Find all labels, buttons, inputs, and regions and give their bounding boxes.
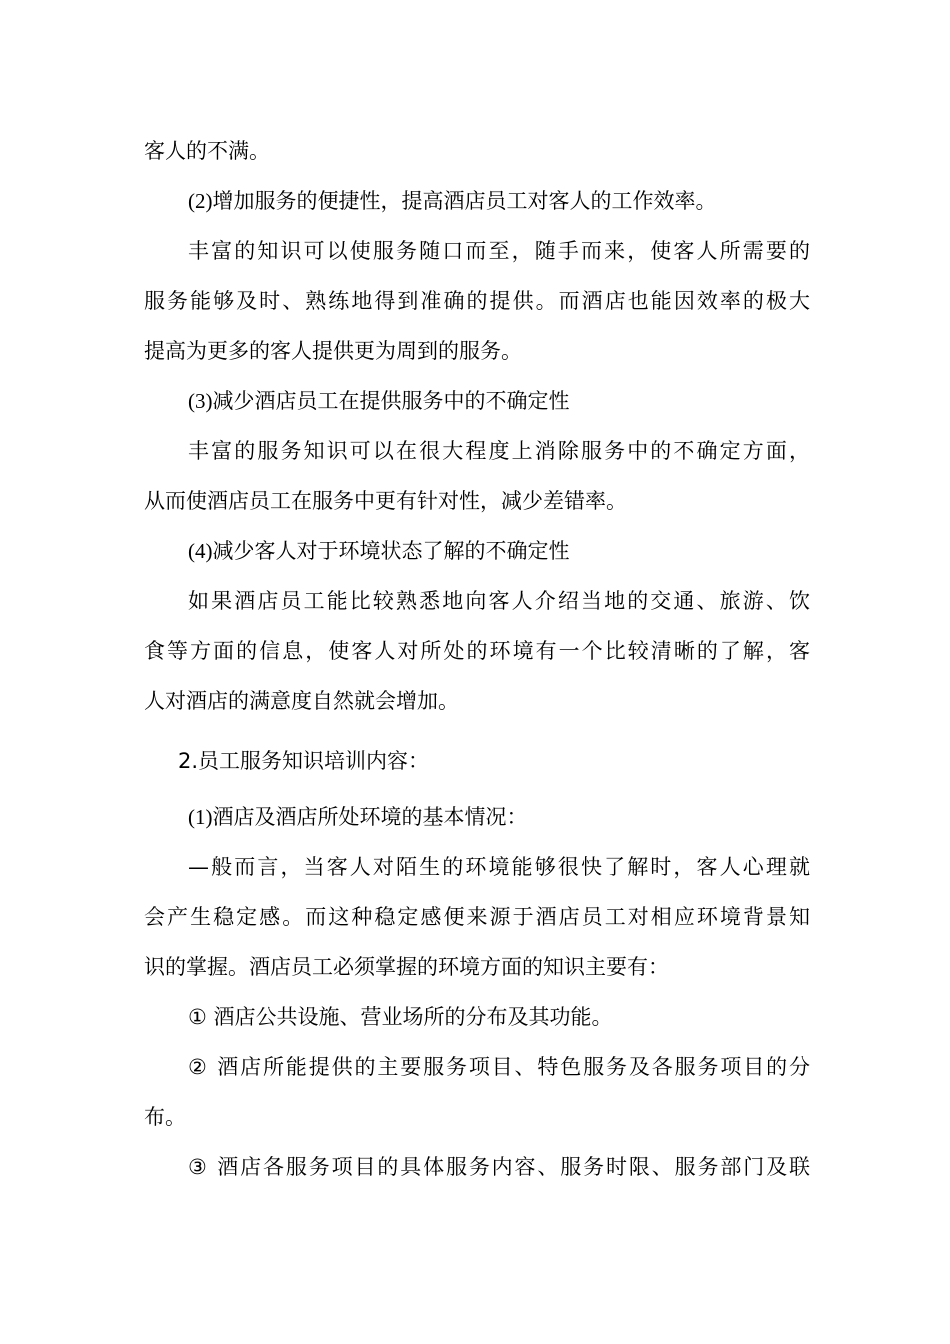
paragraph-line: —般而言，当客人对陌生的环境能够很快了解时，客人心理就	[188, 855, 810, 879]
paragraph-line: 提高为更多的客人提供更为周到的服务。	[144, 339, 522, 363]
paragraph-line: 食等方面的信息，使客人对所处的环境有一个比较清晰的了解，客	[144, 639, 810, 663]
section-heading: (4)减少客人对于环境状态了解的不确定性	[188, 539, 570, 563]
paragraph-line: 如果酒店员工能比较熟悉地向客人介绍当地的交通、旅游、饮	[188, 589, 810, 613]
section-heading: (3)减少酒店员工在提供服务中的不确定性	[188, 389, 570, 413]
list-item: ③ 酒店各服务项目的具体服务内容、服务时限、服务部门及联	[188, 1155, 810, 1179]
section-heading: (1)酒店及酒店所处环境的基本情况：	[188, 805, 528, 829]
paragraph-line: 识的掌握。酒店员工必须掌握的环境方面的知识主要有：	[144, 955, 669, 979]
section-title: 2.员工服务知识培训内容：	[178, 749, 430, 773]
paragraph-line: 会产生稳定感。而这种稳定感便来源于酒店员工对相应环境背景知	[144, 905, 810, 929]
paragraph-line: 服务能够及时、熟练地得到准确的提供。而酒店也能因效率的极大	[144, 289, 810, 313]
paragraph-line: 客人的不满。	[144, 139, 270, 163]
list-item: ② 酒店所能提供的主要服务项目、特色服务及各服务项目的分	[188, 1055, 810, 1079]
paragraph-line: 丰富的服务知识可以在很大程度上消除服务中的不确定方面，	[188, 439, 810, 463]
paragraph-line: 从而使酒店员工在服务中更有针对性，减少差错率。	[144, 489, 627, 513]
paragraph-line: 丰富的知识可以使服务随口而至，随手而来，使客人所需要的	[188, 239, 810, 263]
list-item-continuation: 布。	[144, 1105, 186, 1129]
list-item: ① 酒店公共设施、营业场所的分布及其功能。	[188, 1005, 613, 1029]
paragraph-line: 人对酒店的满意度自然就会增加。	[144, 689, 459, 713]
section-heading: (2)增加服务的便捷性，提高酒店员工对客人的工作效率。	[188, 189, 717, 213]
